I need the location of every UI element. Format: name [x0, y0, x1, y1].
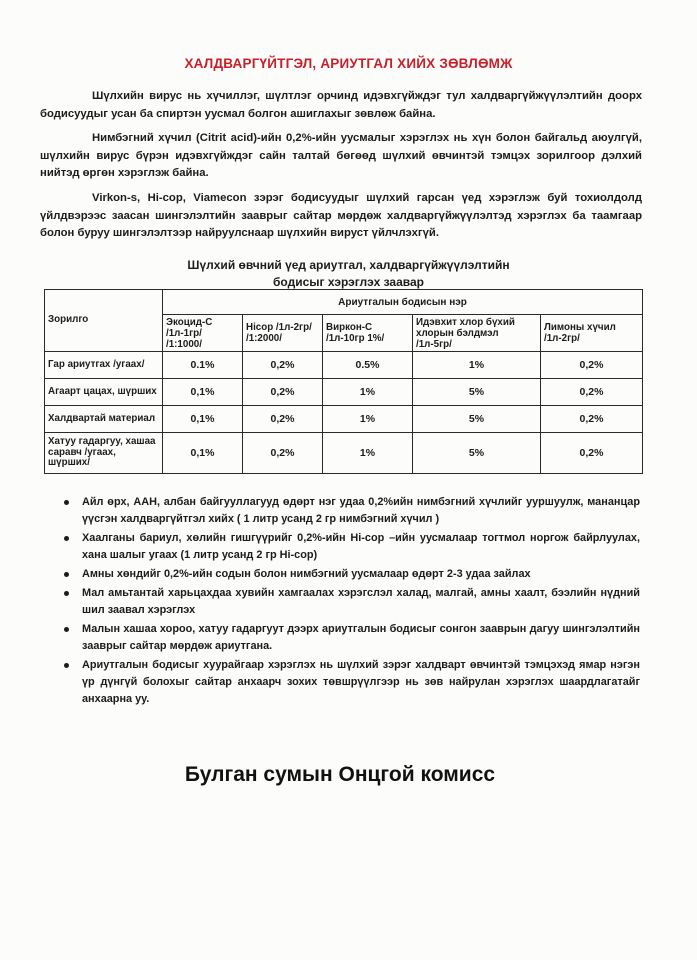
table-row — [45, 406, 643, 433]
disinfectant-paragraph: Virkon-s, Hi-cop, Viamecon зэрэг бодисуудыг шүлхий гарсан үед хэрэглэж буй тохиолдолд үйлдвэрээс заасан шингэлэлтийн зааврыг сайтар мөрдөж халдваргүйжүүлэлтэд хэрэглэх ба таамгаар болон буруу шингэлэлтээр найруулснаар шүлхийн вируст үйлчлэхгүй. — [40, 192, 642, 239]
column-header-ecocid: Экоцид-С /1л-1гр/ /1:1000/ — [163, 315, 243, 352]
goal-header: Зорилго — [45, 290, 163, 352]
table-row — [45, 433, 643, 474]
table-cell: 0,2% — [541, 433, 643, 474]
list-item: Ариутгалын бодисыг хуурайгаар хэрэглэх нь шүлхий зэрэг халдварт өвчинтэй тэмцэхэд ямар нэгэн үр дүнгүй болохыг сайтар анхаарч зохих төвшрүүлгээр нь зөв найрулан хэрэглэх шаардлагатайг анхаарна уу. — [62, 657, 640, 708]
disinfectant-group-header: Ариутгалын бодисын нэр — [163, 290, 643, 315]
table-caption-line-1: Шүлхий өвчний үед ариутгал, халдваргүйжүүлэлтийн — [187, 258, 510, 272]
table-row — [45, 352, 643, 379]
table-cell: 1% — [413, 352, 541, 379]
table-cell: 0,2% — [243, 406, 323, 433]
table-cell: 0,2% — [243, 379, 323, 406]
table-cell: 5% — [413, 433, 541, 474]
table-cell: 0,2% — [243, 352, 323, 379]
table-cell: 0.5% — [323, 352, 413, 379]
column-header-hicop: Hicop /1л-2гр/ /1:2000/ — [243, 315, 323, 352]
recommendation-list — [62, 494, 640, 710]
list-item: Айл өрх, ААН, албан байгууллагууд өдөрт нэг удаа 0,2%ийн нимбэгний хүчлийг ууршуулж, мананцар үүсгэн халдваргүйтгэл хийх ( 1 литр усанд 2 гр нимбэгний хүчил ) — [62, 494, 640, 528]
table-cell: 1% — [323, 379, 413, 406]
table-caption-line-2: бодисыг хэрэглэх заавар — [273, 275, 424, 289]
row-goal: Агаарт цацах, шүрших — [45, 379, 163, 406]
table-cell: 0,2% — [243, 433, 323, 474]
table-cell: 0,2% — [541, 379, 643, 406]
document-title: ХАЛДВАРГҮЙТГЭЛ, АРИУТГАЛ ХИЙХ ЗӨВЛӨМЖ — [184, 56, 513, 71]
list-item: Амны хөндийг 0,2%-ийн содын болон нимбэгний уусмалаар өдөрт 2-3 удаа зайлах — [62, 566, 640, 583]
column-header-citric: Лимоны хүчил /1л-2гр/ — [541, 315, 643, 352]
table-cell: 0.1% — [163, 352, 243, 379]
row-goal: Гар ариутгах /угаах/ — [45, 352, 163, 379]
table-cell: 1% — [323, 433, 413, 474]
table-cell: 0,2% — [541, 352, 643, 379]
table-cell: 0,1% — [163, 379, 243, 406]
table-cell: 0,1% — [163, 433, 243, 474]
issuer-signature: Булган сумын Онцгой комисс — [184, 763, 496, 786]
table-cell: 5% — [413, 406, 541, 433]
citric-acid-paragraph: Нимбэгний хүчил (Citrit acid)-ийн 0,2%-ийн уусмалыг хэрэглэх нь хүн болон байгальд аюулгүй, шүлхийн вирус бүрэн идэвхгүйждэг сайн талтай бөгөөд шүлхий өвчинтэй тэмцэх зорилгоор дэлхий нийтэд өргөн хэрэглэж байна. — [40, 132, 642, 179]
table-caption — [0, 257, 697, 291]
table-cell: 5% — [413, 379, 541, 406]
table-cell: 1% — [323, 406, 413, 433]
table-row — [45, 379, 643, 406]
list-item: Хаалганы бариул, хөлийн гишгүүрийг 0,2%-ийн Hi-cop –ийн уусмалаар тогтмол норгож байрлуулах, хана шалыг угаах (1 литр усанд 2 гр Hi-cop) — [62, 530, 640, 564]
list-item: Мал амьтантай харьцахдаа хувийн хамгаалах хэрэгслэл халад, малгай, амны хаалт, бээлийн нүдний шил заавал хэрэглэх — [62, 585, 640, 619]
row-goal: Хатуу гадаргуу, хашаа саравч /угаах, шүрших/ — [45, 433, 163, 474]
table-cell: 0,2% — [541, 406, 643, 433]
column-header-virkon: Виркон-С /1л-10гр 1%/ — [323, 315, 413, 352]
column-header-chlorine: Идэвхит хлор бүхий хлорын бэлдмэл /1л-5гр/ — [413, 315, 541, 352]
row-goal: Халдвартай материал — [45, 406, 163, 433]
table-cell: 0,1% — [163, 406, 243, 433]
disinfectant-table — [44, 289, 643, 474]
list-item: Малын хашаа хороо, хатуу гадаргуут дээрх ариутгалын бодисыг сонгон зааврын дагуу шингэлэлтийн зааврыг сайтар мөрдөж ариутгана. — [62, 621, 640, 655]
intro-paragraph: Шүлхийн вирус нь хүчиллэг, шүлтлэг орчинд идэвхгүйждэг тул халдваргүйжүүлэлтийн доорх бодисуудыг усан ба спиртэн уусмал болгон ашиглахыг зөвлөж байна. — [40, 90, 642, 120]
